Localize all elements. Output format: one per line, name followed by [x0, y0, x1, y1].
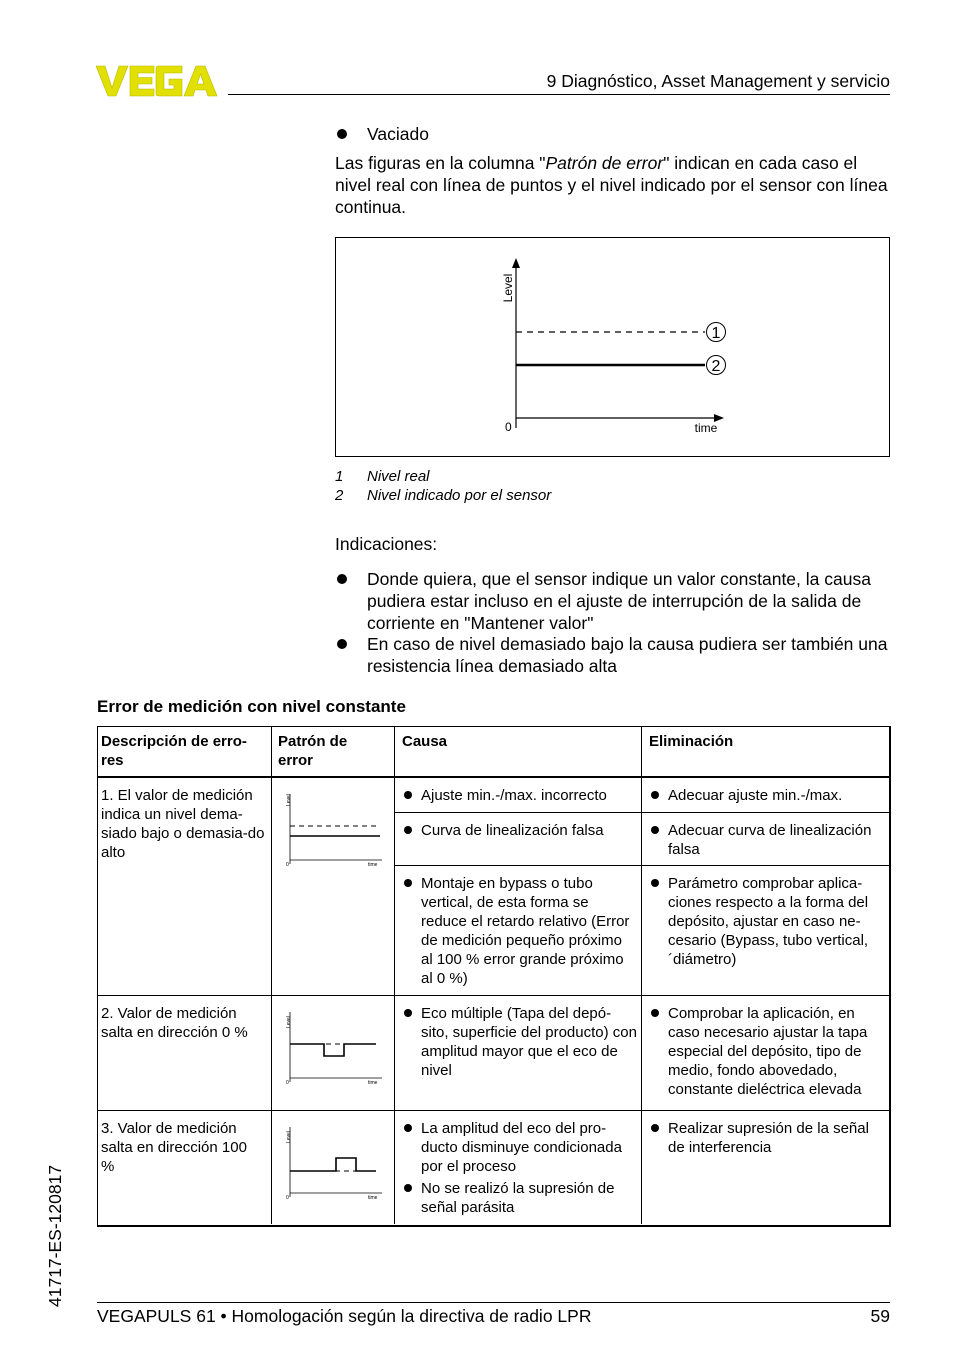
- bullet-icon: [404, 1009, 412, 1017]
- row-3-description: 3. Valor de medición salta en dirección 100 %: [101, 1120, 247, 1175]
- row-1-error-pattern: [282, 790, 386, 872]
- mini-level-label: Level: [286, 1131, 292, 1143]
- bullet-title: Vaciado: [367, 124, 429, 144]
- row-1-description: 1. El valor de medición indica un nivel dema-siado bajo o demasia-do alto: [101, 787, 265, 861]
- column-header-remedy: Eliminación: [649, 733, 734, 750]
- row-divider: [395, 812, 889, 813]
- caption-2-number: 2: [335, 487, 344, 504]
- indication-item-2: En caso de nivel demasiado bajo la causa pudiera ser también una resistencia línea demasiado alta: [367, 634, 888, 676]
- level-time-diagram: [336, 238, 889, 456]
- column-header-pattern: Patrón de error: [278, 733, 348, 769]
- y-axis-label: Level: [501, 273, 515, 303]
- caption-2-text: Nivel indicado por el sensor: [367, 487, 552, 504]
- mini-time-label: time: [368, 1080, 378, 1086]
- column-header-cause: Causa: [402, 733, 448, 750]
- row-1-remedy-3: Parámetro comprobar aplica-ciones respecto a la forma del depósito, ajustar en caso ne-cesario (Bypass, tubo vertical, ´diámetro): [668, 875, 869, 968]
- marker-2-label: 2: [711, 358, 721, 375]
- bullet-icon: [404, 1184, 412, 1192]
- column-divider: [271, 726, 272, 1224]
- bullet-icon: [337, 129, 347, 139]
- caption-1-text: Nivel real: [367, 468, 430, 485]
- bullet-icon: [404, 879, 412, 887]
- bullet-icon: [651, 826, 659, 834]
- footer-rule: [97, 1302, 890, 1303]
- table-heading: Error de medición con nivel constante: [97, 697, 406, 716]
- row-2-cause-1: Eco múltiple (Tapa del depó-sito, superficie del producto) con amplitud mayor que el eco de nivel: [421, 1005, 637, 1079]
- x-axis-label: time: [694, 421, 718, 435]
- bullet-icon: [651, 791, 659, 799]
- y-axis-arrow: [512, 258, 520, 268]
- column-divider: [641, 726, 642, 1224]
- mini-level-label: Level: [286, 1016, 292, 1028]
- row-3-error-pattern: [282, 1123, 386, 1205]
- bullet-icon: [651, 879, 659, 887]
- indication-item-1: Donde quiera, que el sensor indique un valor constante, la causa pudiera estar incluso en el ajuste de interrupción de la salida de corriente en "Mantener valor": [367, 569, 871, 633]
- column-divider: [394, 726, 395, 1224]
- row-2-description: 2. Valor de medición salta en dirección 0 %: [101, 1005, 248, 1041]
- document-code: 41717-ES-120817: [45, 1164, 65, 1307]
- row-1-remedy-2: Adecuar curva de linealización falsa: [668, 822, 872, 858]
- row-1-cause-3: Montaje en bypass o tubo vertical, de esta forma se reduce el retardo relativo (Error de medición pequeño próximo al 100 % error grande próximo al 0 %): [421, 875, 630, 987]
- row-divider: [97, 1110, 889, 1111]
- mini-time-label: time: [368, 1195, 378, 1201]
- caption-1-number: 1: [335, 468, 344, 485]
- row-divider: [97, 995, 889, 996]
- mini-level-label: Level: [286, 794, 292, 806]
- indications-heading: Indicaciones:: [335, 534, 438, 554]
- row-2-error-pattern: [282, 1008, 386, 1090]
- row-3-remedy-1: Realizar supresión de la señal de interferencia: [668, 1120, 869, 1156]
- row-1-remedy-1: Adecuar ajuste min.-/max.: [668, 787, 843, 804]
- bullet-icon: [404, 791, 412, 799]
- bullet-icon: [404, 1124, 412, 1132]
- mini-zero-label: 0: [286, 1195, 289, 1201]
- header-rule: [228, 94, 890, 95]
- header-divider: [97, 776, 889, 778]
- mini-zero-label: 0: [286, 862, 289, 868]
- row-1-cause-2: Curva de linealización falsa: [421, 822, 604, 839]
- footer-title: VEGAPULS 61 • Homologación según la directiva de radio LPR: [97, 1306, 592, 1326]
- bullet-icon: [651, 1009, 659, 1017]
- row-divider: [395, 865, 889, 866]
- page-number: 59: [870, 1306, 890, 1326]
- mini-zero-label: 0: [286, 1080, 289, 1086]
- marker-1-label: 1: [711, 325, 721, 342]
- row-3-cause-1: La amplitud del eco del pro-ducto disminuye condicionada por el proceso: [421, 1120, 622, 1175]
- section-title: 9 Diagnóstico, Asset Management y servicio: [546, 71, 890, 91]
- mini-time-label: time: [368, 862, 378, 868]
- bullet-icon: [337, 574, 347, 584]
- bullet-icon: [404, 826, 412, 834]
- level-figure: [335, 237, 890, 457]
- row-1-cause-1: Ajuste min.-/max. incorrecto: [421, 787, 607, 804]
- bullet-icon: [651, 1124, 659, 1132]
- row-3-cause-2: No se realizó la supresión de señal parásita: [421, 1180, 615, 1216]
- column-header-description: Descripción de erro- res: [101, 733, 247, 769]
- row-2-remedy-1: Comprobar la aplicación, en caso necesario ajustar la tapa especial del depósito, tipo de medio, fondo abovedado, constante dieléctrica elevada: [668, 1005, 868, 1098]
- bullet-icon: [337, 639, 347, 649]
- origin-label: 0: [505, 420, 512, 434]
- vega-logo: [96, 64, 220, 98]
- intro-paragraph: Las figuras en la columna "Patrón de error" indican en cada caso el nivel real con línea de puntos y el nivel indicado por el sensor con línea continua.: [335, 153, 888, 217]
